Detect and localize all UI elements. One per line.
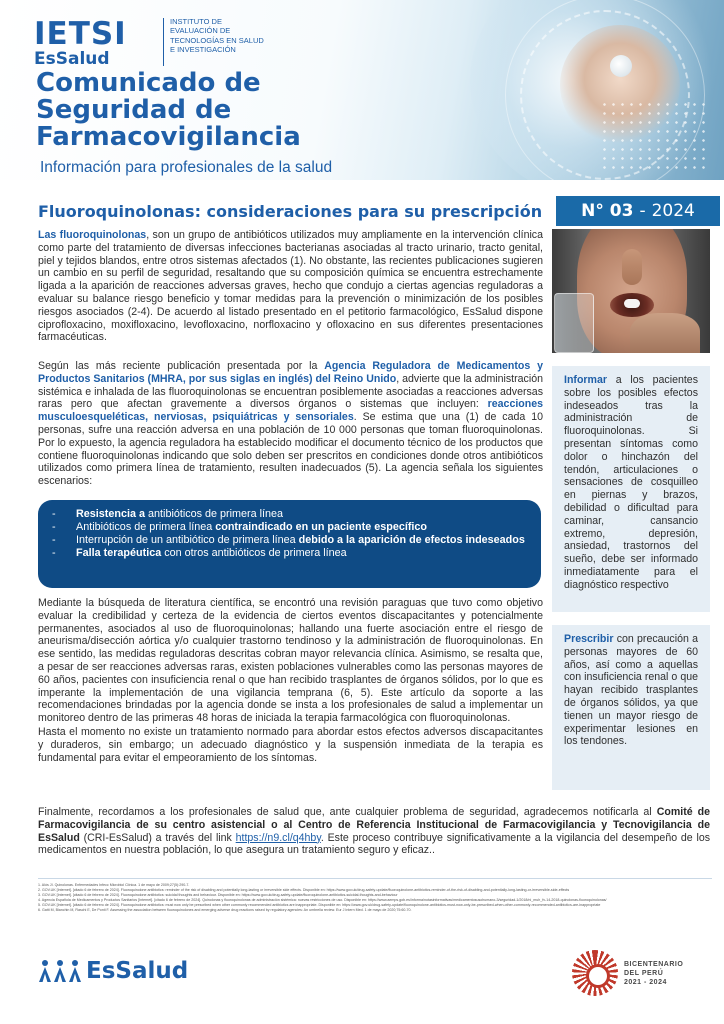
footer xyxy=(0,944,724,1024)
org-acronym: IETSI xyxy=(34,16,127,52)
header-dot-pattern xyxy=(600,100,710,170)
paragraph-mhra xyxy=(38,360,543,488)
family-figures-icon xyxy=(38,960,82,982)
sidebar-prescribe-box xyxy=(552,625,710,790)
scenarios-box xyxy=(38,500,541,588)
reference-item: 2. GOV.UK [Internet]. [citado 6 de febrero de 2024]. Fluoroquinolone antibiotics: reminder of the risk of disabling and potentially long-lasting or irreversible side effects. Disponible en: https://www.gov.uk/drug-safety-update/fluoroquinolone-antibiotics-reminder-of-the-risk-of-disabling-and-potentially-long-lasting-or-irreversible-side-effects xyxy=(38,888,570,893)
reference-item: 6. Gatti M, Bianchin M, Raschi E, De Ponti F. Assessing the association between fluoroquinolones and emerging adverse drug reactions raised by regulatory agencies: An umbrella review. Eur J Intern Med. 1 de mayo de 2020;75:60-70. xyxy=(38,908,412,913)
reference-item: 4. Agencia Española de Medicamentos y Productos Sanitarios [Internet]. [citado 6 de febrero de 2024]. Quinolonas y fluoroquinolonas de administración sistémica: nuevas restricciones de uso. Disponible en: https://www.aemps.gob.es/informa/notasinformativas/medicamentosusohumano-3/seguridad-1/2018/ni_muh_fv-14-2018-quinolonas-fluoroquinolonas/ xyxy=(38,898,607,903)
report-link[interactable]: https://n9.cl/q4hby xyxy=(235,831,321,844)
org-parent: EsSalud xyxy=(34,49,110,69)
inform-text: a los pacientes sobre los posibles efectos indeseados tras la administración de fluoroquinolonas. Si presentan síntomas como dolor o hinchazón del tendón, articulaciones o sensaciones de cosquilleo en piernas y brazos, debilidad o dificultad para caminar, cansancio extremo, depresión, ansiedad, trastornos del sueño, debe ser informado inmediatamente para el diagnóstico respectivo xyxy=(564,374,698,591)
mhra-reactions: reacciones musculoesqueléticas, nerviosas, psiquiátricas y sensoriales xyxy=(38,398,543,424)
scenario-text: Antibióticos de primera línea xyxy=(76,521,216,533)
ietsi-logo xyxy=(34,18,162,68)
scenario-bullet: - xyxy=(52,534,56,546)
paragraph-intro xyxy=(38,229,543,344)
scenario-emphasis: Resistencia a xyxy=(76,508,146,520)
article-title: Fluoroquinolonas: consideraciones para su prescripción xyxy=(38,202,543,221)
paragraph-closing xyxy=(38,806,710,857)
photo-water-glass xyxy=(554,293,594,353)
issue-separator: - xyxy=(639,201,646,221)
scenario-text: con otros antibióticos de primera línea xyxy=(161,547,347,559)
scenario-text: antibióticos de primera línea xyxy=(145,508,284,520)
closing-text-a: Finalmente, recordamos a los profesionales de salud que, ante cualquier problema de seguridad, agradecemos notificarla al xyxy=(38,806,657,818)
scenario-bullet: - xyxy=(52,508,56,520)
essalud-wordmark: EsSalud xyxy=(86,958,189,984)
scenario-item xyxy=(52,521,527,534)
bicentenario-line: BICENTENARIO xyxy=(624,960,684,968)
scenario-item xyxy=(52,508,527,521)
essalud-logo xyxy=(38,958,188,984)
mhra-text-b: , advierte que la administración sistémica e inhalada de las fluoroquinolonas se encuentran posiblemente asociadas a reacciones adversas raras pero que afectan gravemente a diversos órganos o sistemas que incluyen: xyxy=(38,372,543,411)
prescribe-lead: Prescribir xyxy=(564,633,614,645)
prescribe-text: con precaución a personas mayores de 60 años, así como a aquellas con insuficiencia renal o que hayan recibido trasplantes de órganos sólidos, ya que tienen un mayor riesgo de experimentar lesiones en los tendones. xyxy=(564,633,698,748)
mhra-agency-name: Agencia Reguladora de Medicamentos y Productos Sanitarios (MHRA, por sus siglas en inglés) del Reino Unido xyxy=(38,360,543,385)
figure-icon xyxy=(68,960,82,982)
closing-text-d: . Este proceso contribuye significativamente a la vigilancia del desempeño de los medicamentos en nuestra población, lo que asegura un tratamiento seguro y eficaz.. xyxy=(38,831,711,857)
paragraph-evidence: Mediante la búsqueda de literatura científica, se encontró una revisión paraguas que tuvo como objetivo evaluar la credibilidad y certeza de la evidencia de ciertos eventos discapacitantes y potencialmente permanentes, asociados al uso de fluoroquinolonas; hallando una fuerte asociación entre el riesgo de aneurisma/disección aórtica y/o cualquier trastorno tendinoso y la administración de fluoroquinolonas. En ese sentido, las medidas reguladoras descritas cobran mayor relevancia clínica. Asimismo, se resalta que, a pesar de ser reacciones adversas raras, existen poblaciones vulnerables como las personas mayores de 60 años, pacientes con insuficiencia renal o que han recibido trasplantes de órganos sólidos, por lo que es imperante la implementación de una vigilancia temprana (6, 5). Este artículo da soporte a las recomendaciones brindadas por la agencia donde se insta a los profesionales de salud a implementar un monitoreo dentro de las primeras 48 horas de iniciada la terapia farmacológica con fluoroquinolonas. xyxy=(38,597,543,725)
bicentenario-logo xyxy=(572,950,683,996)
mhra-text-c: . Se estima que una (1) de cada 10 personas, sufre una reacción adversa en una población de 10 000 personas que toman fluoroquinolonas. Por lo expuesto, la agencia reguladora ha establecido modificar el documento técnico de los productos que contiene fluoroquinolonas indicando que solo deben ser prescritos en condiciones donde otros antibióticos utilizados como primera línea de tratamiento, resulten inadecuados (5). La agencia señala los siguientes escenarios: xyxy=(38,411,543,488)
scenario-text: Interrupción de un antibiótico de primera línea xyxy=(76,534,299,546)
scenario-item xyxy=(52,547,527,560)
closing-committee: Comité de Farmacovigilancia de su centro asistencial o al Centro de Referencia Institucional de Farmacovigilancia y Tecnovigilancia de EsSalud xyxy=(38,806,710,844)
closing-text-c: (CRI-EsSalud) a través del link xyxy=(79,831,236,844)
bicentenario-text xyxy=(624,960,683,987)
intro-lead: Las fluoroquinolonas xyxy=(38,229,147,241)
issue-badge xyxy=(556,196,720,226)
page-title: Comunicado de Seguridad de Farmacovigilancia xyxy=(36,68,301,152)
reference-item: 1. Alós JI. Quinolonas. Enfermedades Infecc Microbiol Clínica. 1 de mayo de 2009;27(5):290-7. xyxy=(38,883,190,887)
scenario-emphasis: debido a la aparición de efectos indeseados xyxy=(298,534,525,546)
inform-lead: Informar xyxy=(564,374,607,386)
page-subtitle: Información para profesionales de la salud xyxy=(40,159,333,176)
scenario-bullet: - xyxy=(52,547,56,559)
intro-text: , son un grupo de antibióticos utilizados muy ampliamente en la intervención clínica como parte del tratamiento de diversas infecciones bacterianas asociadas al tracto urinario, tracto genital, piel y tejidos blandos, entre otros sistemas afectados (1). No obstante, las recientes publicaciones sugieren un cambio en su perfil de seguridad, resaltando que su composición química se encuentra estrechamente ligada a la aparición de reacciones adversas graves, hecho que condujo a ciertas agencias reguladoras a evaluar su balance riesgo beneficio y tomar medidas para la prevención o minimización de los posibles riesgos asociados (2-4). De acuerdo al listado presentado en el petitorio farmacológico, EsSalud dispone ciprofloxacino, moxifloxacino, levofloxacino, norfloxacino y ofloxacino en sus diferentes presentaciones farmacéuticas. xyxy=(38,229,543,344)
photo-pill xyxy=(624,299,640,308)
scenario-emphasis: contraindicado en un paciente específico xyxy=(215,521,428,533)
header-pill-image xyxy=(610,55,632,77)
paragraph-treatment: Hasta el momento no existe un tratamiento normado para abordar estos efectos adversos discapacitantes y duraderos, sin embargo; un adecuado diagnóstico y la suspensión inmediata de la terapia es fundamental para evitar el empeoramiento de los síntomas. xyxy=(38,726,543,764)
issue-number: N° 03 xyxy=(581,201,634,221)
org-fullname: INSTITUTO DE EVALUACIÓN DE TECNOLOGÍAS EN SALUD E INVESTIGACIÓN xyxy=(170,17,264,55)
sidebar-inform-box xyxy=(552,366,710,612)
logo-divider xyxy=(163,18,164,66)
figure-icon xyxy=(53,960,67,982)
bicentenario-line: DEL PERÚ xyxy=(624,969,664,977)
reference-item: 3. GOV.UK [Internet]. [citado 6 de febrero de 2024]. Fluoroquinolone antibiotics: suicidal thoughts and behaviour. Disponible en: https://www.gov.uk/drug-safety-update/fluoroquinolone-antibiotics-suicidal-thoughts-and-behaviour xyxy=(38,893,398,898)
references-list xyxy=(38,878,712,928)
mhra-text-a: Según las más reciente publicación presentada por la xyxy=(38,360,325,372)
bicentenario-emblem-icon xyxy=(572,950,618,996)
scenario-emphasis: Falla terapéutica xyxy=(76,547,162,559)
reference-item: 5. GOV.UK [Internet]. [citado 6 de febrero de 2024]. Fluoroquinolone antibiotics: must now only be prescribed when other commonly recommended antibiotics are inappropriate. Disponible en: https://www.gov.uk/drug-safety-update/fluoroquinolone-antibiotics-must-now-only-be-prescribed-when-other-commonly-recommended-antibiotics-are-inappropriate xyxy=(38,903,601,908)
bicentenario-line: 2021 - 2024 xyxy=(624,978,667,986)
patient-taking-pill-photo xyxy=(552,229,710,353)
photo-hand xyxy=(630,313,700,353)
photo-nose xyxy=(622,249,642,285)
scenario-bullet: - xyxy=(52,521,56,533)
issue-year: 2024 xyxy=(651,201,695,221)
figure-icon xyxy=(38,960,52,982)
header-banner xyxy=(0,0,724,180)
scenario-item xyxy=(52,534,527,547)
